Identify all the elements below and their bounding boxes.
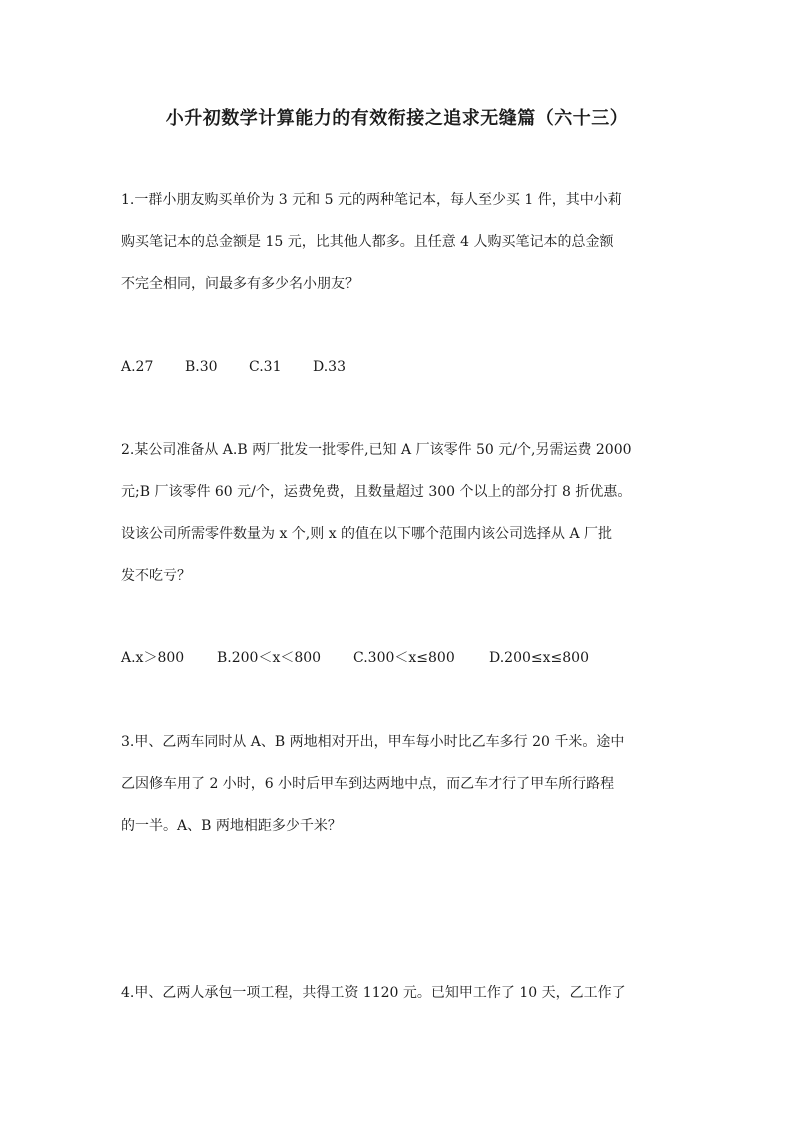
option-b: B.200＜x＜800 <box>217 650 322 666</box>
question-2-line-1: 2.某公司准备从 A.B 两厂批发一批零件,已知 A 厂该零件 50 元/个,另需运费 2000 <box>121 442 632 458</box>
page-title: 小升初数学计算能力的有效衔接之追求无缝篇（六十三） <box>165 108 629 129</box>
question-1-line-2: 购买笔记本的总金额是 15 元，比其他人都多。且任意 4 人购买笔记本的总金额 <box>121 234 614 250</box>
option-c: C.300＜x≤800 <box>353 650 455 666</box>
option-a: A.x＞800 <box>121 650 185 666</box>
question-3-line-3: 的一半。A、B 两地相距多少千米？ <box>121 818 342 834</box>
option-a: A.27 <box>121 359 154 375</box>
question-4-line-1: 4.甲、乙两人承包一项工程，共得工资 1120 元。已知甲工作了 10 天，乙工作了 <box>121 985 626 1001</box>
question-3-line-2: 乙因修车用了 2 小时，6 小时后甲车到达两地中点，而乙车才行了甲车所行路程 <box>121 776 615 792</box>
question-2-line-4: 发不吃亏？ <box>121 568 191 584</box>
option-b: B.30 <box>185 359 218 375</box>
question-3-line-1: 3.甲、乙两车同时从 A、B 两地相对开出，甲车每小时比乙车多行 20 千米。途中 <box>121 734 625 750</box>
option-d: D.200≤x≤800 <box>489 650 589 666</box>
question-1-line-3: 不完全相同，问最多有多少名小朋友？ <box>121 276 359 292</box>
question-1-options <box>121 357 346 377</box>
question-2-line-3: 设该公司所需零件数量为 x 个,则 x 的值在以下哪个范围内该公司选择从 A 厂批 <box>121 526 613 542</box>
question-2-options <box>121 648 589 668</box>
question-1-line-1: 1.一群小朋友购买单价为 3 元和 5 元的两种笔记本，每人至少买 1 件，其中小莉 <box>121 192 622 208</box>
option-c: C.31 <box>249 359 282 375</box>
question-2-line-2: 元;B 厂该零件 60 元/个，运费免费，且数量超过 300 个以上的部分打 8 折优惠。 <box>121 484 632 500</box>
option-d: D.33 <box>313 359 346 375</box>
